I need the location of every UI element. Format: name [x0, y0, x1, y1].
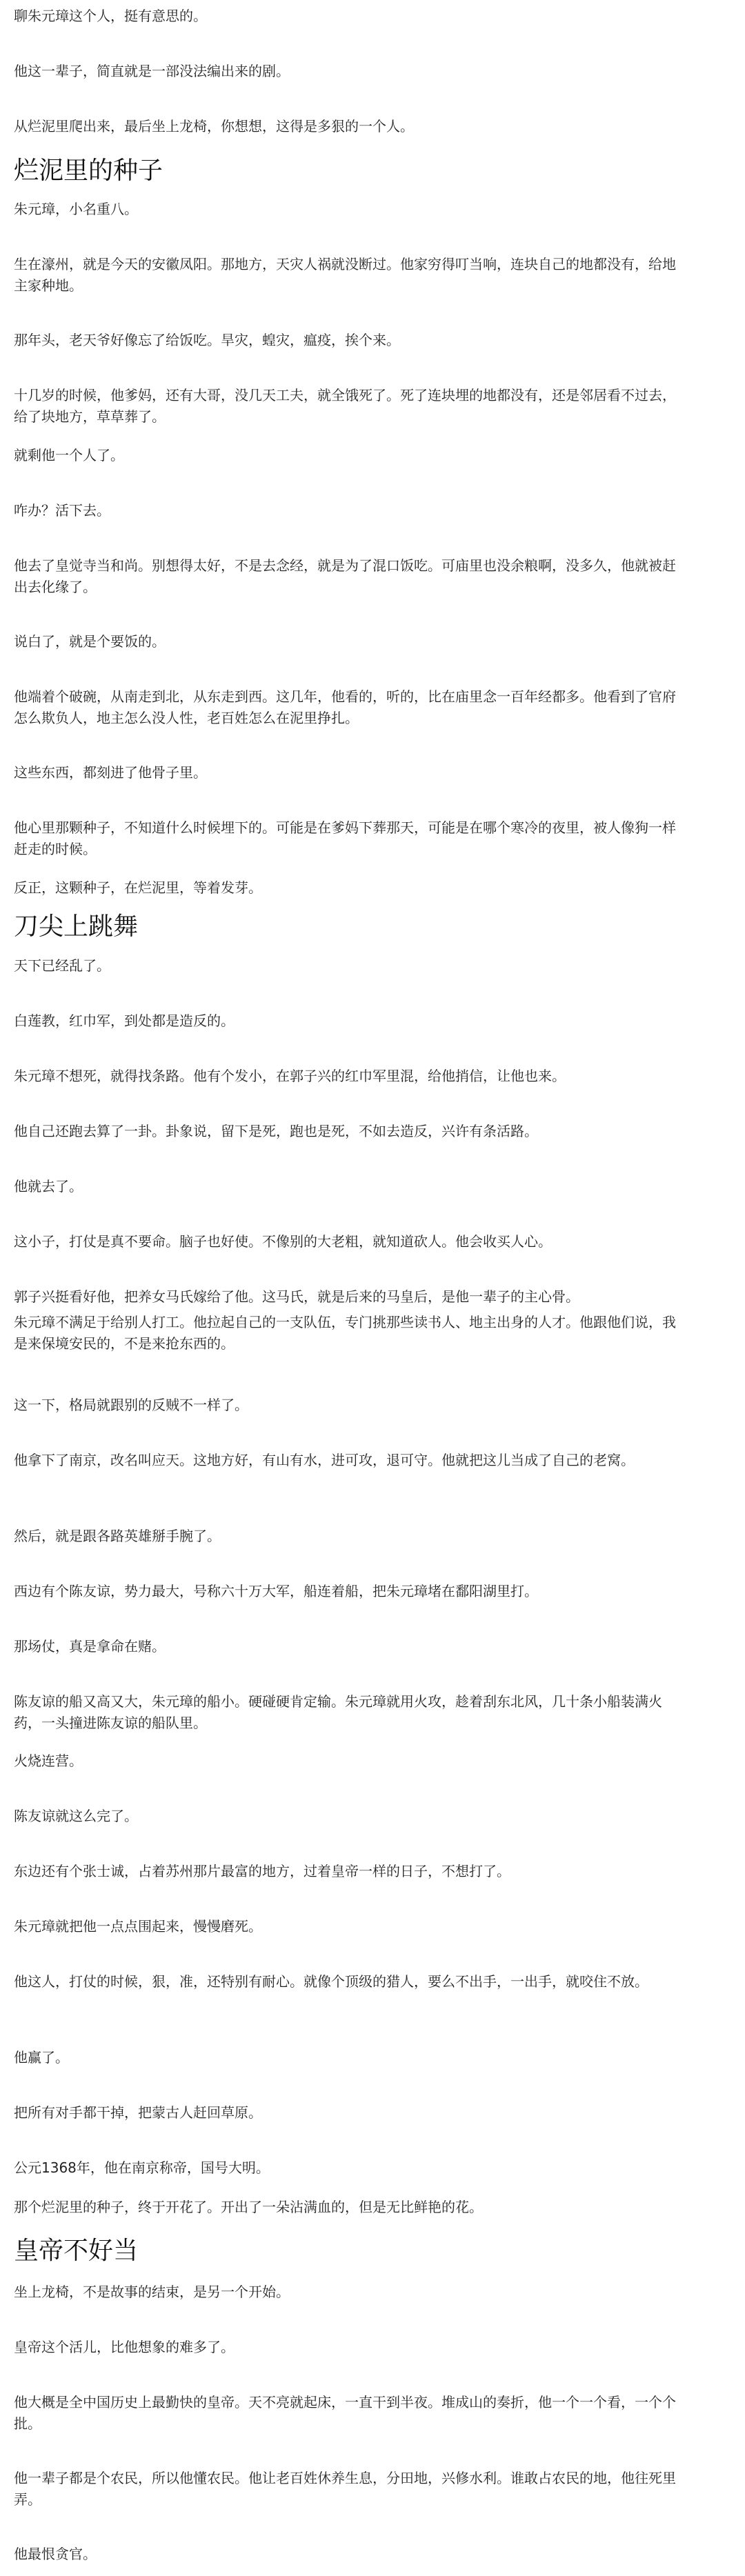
paragraph: 聊朱元璋这个人，挺有意思的。: [14, 8, 207, 24]
paragraph: 这一下，格局就跟别的反贼不一样了。: [14, 1397, 248, 1413]
paragraph: 东边还有个张士诚，占着苏州那片最富的地方，过着皇帝一样的日子，不想打了。: [14, 1863, 510, 1879]
paragraph: 那场仗，真是拿命在赌。: [14, 1638, 166, 1655]
paragraph: 把所有对手都干掉，把蒙古人赶回草原。: [14, 2104, 262, 2121]
paragraph: 郭子兴挺看好他，把养女马氏嫁给了他。这马氏，就是后来的马皇后，是他一辈子的主心骨。: [14, 1288, 579, 1305]
paragraph: 朱元璋，小名重八。: [14, 201, 138, 217]
paragraph: 那个烂泥里的种子，终于开花了。开出了一朵沾满血的，但是无比鲜艳的花。: [14, 2199, 483, 2215]
section-heading: 皇帝不好当: [14, 2237, 139, 2265]
paragraph: 他最恨贪官。: [14, 2546, 97, 2562]
paragraph: 朱元璋不满足于给别人打工。他拉起自己的一支队伍，专门挑那些读书人、地主出身的人才。他跟他们说，我是来保境安民的，不是来抢东西的。: [14, 1314, 676, 1352]
paragraph: 从烂泥里爬出来，最后坐上龙椅，你想想，这得是多狠的一个人。: [14, 118, 414, 134]
paragraph: 他端着个破碗，从南走到北，从东走到西。这几年，他看的，听的，比在庙里念一百年经都多。他看到了官府怎么欺负人，地主怎么没人性，老百姓怎么在泥里挣扎。: [14, 688, 676, 726]
paragraph: 他拿下了南京，改名叫应天。这地方好，有山有水，进可攻，退可守。他就把这儿当成了自己的老窝。: [14, 1452, 635, 1468]
paragraph: 他去了皇觉寺当和尚。别想得太好，不是去念经，就是为了混口饭吃。可庙里也没余粮啊，没多久，他就被赶出去化缘了。: [14, 557, 676, 595]
paragraph: 他这一辈子，简直就是一部没法编出来的剧。: [14, 63, 290, 79]
paragraph: 火烧连营。: [14, 1753, 83, 1769]
paragraph: 他大概是全中国历史上最勤快的皇帝。天不亮就起床，一直干到半夜。堆成山的奏折，他一个一个看，一个个批。: [14, 2394, 676, 2432]
paragraph: 说白了，就是个要饭的。: [14, 633, 166, 650]
paragraph: 白莲教，红巾军，到处都是造反的。: [14, 1012, 235, 1029]
paragraph: 陈友谅就这么完了。: [14, 1808, 138, 1824]
paragraph: 西边有个陈友谅，势力最大，号称六十万大军，船连着船，把朱元璋堵在鄱阳湖里打。: [14, 1583, 538, 1599]
paragraph: 坐上龙椅，不是故事的结束，是另一个开始。: [14, 2284, 290, 2300]
paragraph: 那年头，老天爷好像忘了给饭吃。旱灾，蝗灾，瘟疫，挨个来。: [14, 332, 400, 348]
paragraph: 这些东西，都刻进了他骨子里。: [14, 764, 207, 781]
section-heading: 烂泥里的种子: [14, 157, 163, 185]
paragraph: 咋办？活下去。: [14, 502, 110, 519]
paragraph: 朱元璋不想死，就得找条路。他有个发小，在郭子兴的红巾军里混，给他捎信，让他也来。: [14, 1068, 566, 1084]
paragraph: 然后，就是跟各路英雄掰手腕了。: [14, 1528, 221, 1544]
paragraph: 反正，这颗种子，在烂泥里，等着发芽。: [14, 879, 262, 896]
paragraph: 就剩他一个人了。: [14, 447, 124, 463]
paragraph: 陈友谅的船又高又大，朱元璋的船小。硬碰硬肯定输。朱元璋就用火攻，趁着刮东北风，几十条小船装满火药，一头撞进陈友谅的船队里。: [14, 1693, 662, 1731]
paragraph: 他一辈子都是个农民，所以他懂农民。他让老百姓休养生息，分田地，兴修水利。谁敢占农民的地，他往死里弄。: [14, 2470, 676, 2508]
paragraph: 他自己还跑去算了一卦。卦象说，留下是死，跑也是死，不如去造反，兴许有条活路。: [14, 1123, 538, 1139]
paragraph: 天下已经乱了。: [14, 957, 110, 974]
paragraph: 他心里那颗种子，不知道什么时候埋下的。可能是在爹妈下葬那天，可能是在哪个寒冷的夜里，被人像狗一样赶走的时候。: [14, 819, 676, 857]
paragraph: 他赢了。: [14, 2049, 69, 2066]
paragraph: 生在濠州，就是今天的安徽凤阳。那地方，天灾人祸就没断过。他家穷得叮当响，连块自己的地都没有，给地主家种地。: [14, 256, 676, 294]
section-heading: 刀尖上跳舞: [14, 912, 139, 941]
paragraph: 朱元璋就把他一点点围起来，慢慢磨死。: [14, 1918, 262, 1935]
paragraph: 皇帝这个活儿，比他想象的难多了。: [14, 2339, 235, 2355]
paragraph: 他这人，打仗的时候，狠，准，还特别有耐心。就像个顶级的猎人，要么不出手，一出手，就咬住不放。: [14, 1973, 648, 1990]
paragraph: 这小子，打仗是真不要命。脑子也好使。不像别的大老粗，就知道砍人。他会收买人心。: [14, 1233, 552, 1250]
paragraph: 他就去了。: [14, 1178, 83, 1195]
paragraph: 十几岁的时候，他爹妈，还有大哥，没几天工夫，就全饿死了。死了连块埋的地都没有，还是邻居看不过去，给了块地方，草草葬了。: [14, 387, 676, 425]
paragraph: 公元1368年，他在南京称帝，国号大明。: [14, 2159, 270, 2176]
